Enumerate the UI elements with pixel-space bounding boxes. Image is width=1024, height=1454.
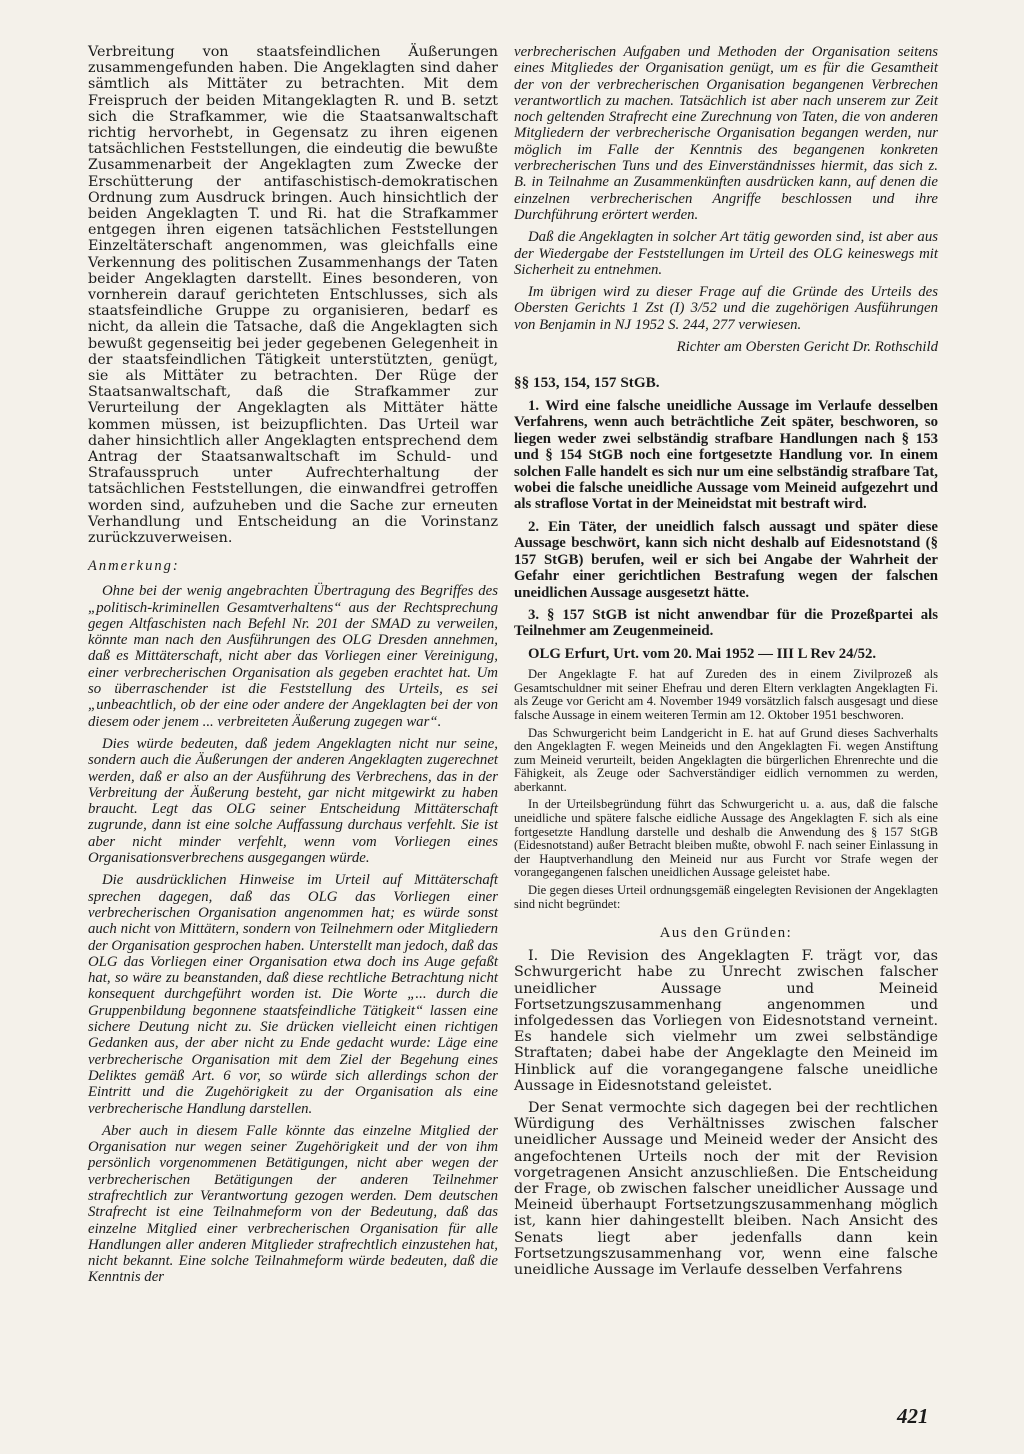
signature: Richter am Obersten Gericht Dr. Rothschild bbox=[676, 339, 938, 356]
headnote: 1. Wird eine falsche uneidliche Aussage im Verlaufe desselben Verfahrens, wenn auch beträchtliche Zeit später, beschworen, so liegen weder zwei selbständig strafbare Handlungen nach § 153 und § 154 StGB noch eine fortgesetzte Handlung vor. In einem solchen Falle handelt es sich nur um eine selbständig strafbare Tat, wobei die falsche uneidliche Aussage vom Meineid aufgezehrt und als straflose Vortat in der Meineidstat mit bestraft wird. bbox=[514, 398, 938, 513]
left-column bbox=[88, 44, 498, 1292]
paragraph: Ohne bei der wenig angebrachten Übertragung des Begriffes des „politisch-kriminellen Gesamtverhaltens“ aus der Rechtsprechung gegen Altfaschisten nach Befehl Nr. 201 der SMAD zu verweilen, könnte man nach den Ausführungen des OLG Dresden annehmen, daß es Mittäterschaft, nicht aber das Vorliegen einer Vereinigung, einer verbrecherischen Organisation als gegeben erachtet hat. Um so überraschender ist die Feststellung des Urteils, es sei „unbeachtlich, ob der eine oder andere der Angeklagten bei der von diesem oder jenem ... verbreiteten Äußerung zugegen war“. bbox=[88, 583, 498, 730]
facts-paragraph: Der Angeklagte F. hat auf Zureden des in einem Zivilprozeß als Gesamtschuldner mit seiner Ehefrau und deren Eltern verklagten Angeklagten Fi. als Zeuge vor Gericht am 4. November 1949 vorsätzlich falsch ausgesagt und diese falsche Aussage in einem weiteren Termin am 12. Oktober 1951 beschworen. bbox=[514, 667, 938, 722]
facts-paragraph: Die gegen dieses Urteil ordnungsgemäß eingelegten Revisionen der Angeklagten sind nicht begründet: bbox=[514, 883, 938, 911]
right-column bbox=[514, 44, 938, 1284]
paragraph: Aber auch in diesem Falle könnte das einzelne Mitglied der Organisation nur wegen seiner Zugehörigkeit und der von ihm persönlich vorgenommenen Betätigungen, nicht aber wegen der verbrecherischen Betätigungen der anderen Teilnehmer strafrechtlich zur Verantwortung gezogen werden. Dem deutschen Strafrecht ist eine Teilnahmeform von der Bedeutung, daß das einzelne Mitglied einer verbrecherischen Organisation für alle Handlungen aller anderen Mitglieder strafrechtlich einzustehen hat, nicht bekannt. Eine solche Teilnahmeform würde bedeuten, daß die Kenntnis der bbox=[88, 1122, 498, 1286]
facts-paragraph: In der Urteilsbegründung führt das Schwurgericht u. a. aus, daß die falsche uneidliche und spätere falsche eidliche Aussage des Angeklagten F. sich als eine fortgesetzte Handlung darstelle und deshalb die Anwendung des § 157 StGB (Eidesnotstand) außer Betracht bleiben mußte, obwohl F. nach seiner Einlassung in der Hauptverhandlung den Meineid nur aus Furcht vor Strafe wegen der vorangegangenen falschen uneidlichen Aussage geleistet habe. bbox=[514, 797, 938, 880]
headnote: 2. Ein Täter, der uneidlich falsch aussagt und später diese Aussage beschwört, kann sich nicht deshalb auf Eidesnotstand (§ 157 StGB) berufen, weil er sich bei Angabe der Wahrheit der Gefahr einer gerichtlichen Bestrafung wegen der falschen uneidlichen Aussage ausgesetzt hätte. bbox=[514, 518, 938, 601]
paragraph: Verbreitung von staatsfeindlichen Äußerungen zusammengefunden haben. Die Angeklagten sind daher sämtlich als Mittäter zu betrachten. Mit dem Freispruch der beiden Mitangeklagten R. und B. setzt sich die Strafkammer, wie die Staatsanwaltschaft richtig hervorhebt, in Gegensatz zu ihren eigenen tatsächlichen Feststellungen, die eindeutig die bewußte Zusammenarbeit der Angeklagten zum Zwecke der Erschütterung der antifaschistisch-demokratischen Ordnung zum Ausdruck bringen. Auch hinsichtlich der beiden Angeklagten T. und Ri. hat die Strafkammer entgegen ihren eigenen tatsächlichen Feststellungen Einzeltäterschaft angenommen, was gleichfalls eine Verkennung des politischen Zusammenhangs der Taten beider Angeklagten darstellt. Eines besonderen, von vornherein darauf gerichteten Entschlusses, sich als staatsfeindliche Gruppe zu organisieren, bedarf es nicht, da allein die Tatsache, daß die Angeklagten sich bewußt gegenseitig bei jeder gegebenen Gelegenheit in der staatsfeindlichen Tätigkeit unterstützten, genügt, sie als Mittäter zu betrachten. Der Rüge der Staatsanwaltschaft, daß die Strafkammer zur Verurteilung der Angeklagten als Mittäter hätte kommen müssen, ist beizupflichten. Das Urteil war daher hinsichtlich aller Angeklagten entsprechend dem Antrag der Staatsanwaltschaft im Schuld- und Strafausspruch unter Aufrechterhaltung der tatsächlichen Feststellungen, die einwandfrei getroffen worden sind, aufzuheben und die Sache zur erneuten Verhandlung und Entscheidung an die Vorinstanz zurückzuverweisen. bbox=[88, 44, 498, 547]
remark-heading: Anmerkung: bbox=[88, 558, 180, 575]
section-heading: §§ 153, 154, 157 StGB. bbox=[514, 374, 660, 392]
facts-paragraph: Das Schwurgericht beim Landgericht in E. hat auf Grund dieses Sachverhalts den Angeklagten F. wegen Meineids und den Angeklagten Fi. wegen Anstiftung zum Meineid verurteilt, beiden Angeklagten die bürgerlichen Ehrenrechte und die Fähigkeit, als Zeuge oder Sachverständiger eidlich vernommen zu werden, aberkannt. bbox=[514, 725, 938, 794]
paragraph: Daß die Angeklagten in solcher Art tätig geworden sind, ist aber aus der Wiedergabe der Feststellungen im Urteil des OLG keineswegs mit Sicherheit zu entnehmen. bbox=[514, 229, 938, 278]
paragraph: Dies würde bedeuten, daß jedem Angeklagten nicht nur seine, sondern auch die Äußerungen der anderen Angeklagten zugerechnet werden, daß er also an der Ausführung des Verbrechens, das in der Verbreitung der Äußerung besteht, gar nicht mitgewirkt zu haben braucht. Legt das OLG seiner Entscheidung Mittäterschaft zugrunde, dann ist eine solche Auffassung durchaus verfehlt. Sie ist aber nicht minder verfehlt, wenn vom Vorliegen eines Organisationsverbrechens ausgegangen würde. bbox=[88, 735, 498, 867]
reasons-heading: Aus den Gründen: bbox=[659, 925, 793, 942]
paragraph: I. Die Revision des Angeklagten F. trägt vor, das Schwurgericht habe zu Unrecht zwischen falscher uneidlicher Aussage und Meineid Fortsetzungszusammenhang angenommen und infolgedessen das Vorliegen von Eidesnotstand verneint. Es handele sich vielmehr um zwei selbständige Straftaten; dabei habe der Angeklagte den Meineid im Hinblick auf die vorangegangene falsche uneidliche Aussage in Eidesnotstand geleistet. bbox=[514, 948, 938, 1094]
paragraph: Die ausdrücklichen Hinweise im Urteil auf Mittäterschaft sprechen dagegen, daß das OLG das Vorliegen einer verbrecherischen Organisation angenommen hat; es würde sonst auch nicht von Mittätern, sondern von Teilnehmern oder Mitgliedern der Organisation gesprochen haben. Unterstellt man jedoch, daß das OLG das Vorliegen einer Organisation etwa doch ins Auge gefaßt hat, so wäre zu beanstanden, daß diese rechtliche Betrachtung nicht konsequent durchgeführt worden ist. Die Worte „... durch die Gruppenbildung begonnene staatsfeindliche Tätigkeit“ lassen eine sichere Deutung nicht zu. Sie drücken vielleicht einen richtigen Gedanken aus, der aber nicht zu Ende gedacht wurde: Läge eine verbrecherische Organisation mit dem Ziel der Begehung eines Deliktes gemäß Art. 6 vor, so würde sich allerdings schon der Eintritt und die Zugehörigkeit zu der Organisation als eine verbrecherische Handlung darstellen. bbox=[88, 872, 498, 1117]
paragraph: Im übrigen wird zu dieser Frage auf die Gründe des Urteils des Obersten Gerichts 1 Zst (I) 3/52 und die zugehörigen Ausführungen von Benjamin in NJ 1952 S. 244, 277 verwiesen. bbox=[514, 284, 938, 333]
paragraph: Der Senat vermochte sich dagegen bei der rechtlichen Würdigung des Verhältnisses zwischen falscher uneidlicher Aussage und Meineid weder der Ansicht des angefochtenen Urteils noch der mit der Revision vorgetragenen Ansicht anzuschließen. Die Entscheidung der Frage, ob zwischen falscher uneidlicher Aussage und Meineid überhaupt Fortsetzungszusammenhang möglich ist, kann hier dahingestellt bleiben. Nach Ansicht des Senats liegt aber jedenfalls dann kein Fortsetzungszusammenhang vor, wenn eine falsche uneidliche Aussage im Verlaufe desselben Verfahrens bbox=[514, 1100, 938, 1279]
paragraph: verbrecherischen Aufgaben und Methoden der Organisation seitens eines Mitgliedes der Organisation genügt, um es für die Gesamtheit der von der verbrecherischen Organisation begangenen Verbrechen verantwortlich zu machen. Tatsächlich ist aber nach unserem zur Zeit noch geltenden Strafrecht eine Zurechnung von Taten, die von anderen Mitgliedern der verbrecherische Organisation begangen werden, nur möglich im Falle der Kenntnis des begangenen konkreten verbrecherischen Tuns und des Einverständnisses hiermit, das sich z. B. in Teilnahme an Zusammenkünften ausdrücken kann, auf denen die einzelnen verbrecherischen Angriffe beschlossen und ihre Durchführung erörtert werden. bbox=[514, 44, 938, 223]
headnote: 3. § 157 StGB ist nicht anwendbar für die Prozeßpartei als Teilnehmer am Zeugenmeineid. bbox=[514, 606, 938, 640]
court-citation: OLG Erfurt, Urt. vom 20. Mai 1952 — III L Rev 24/52. bbox=[528, 645, 877, 662]
page-number: 421 bbox=[897, 1404, 929, 1428]
